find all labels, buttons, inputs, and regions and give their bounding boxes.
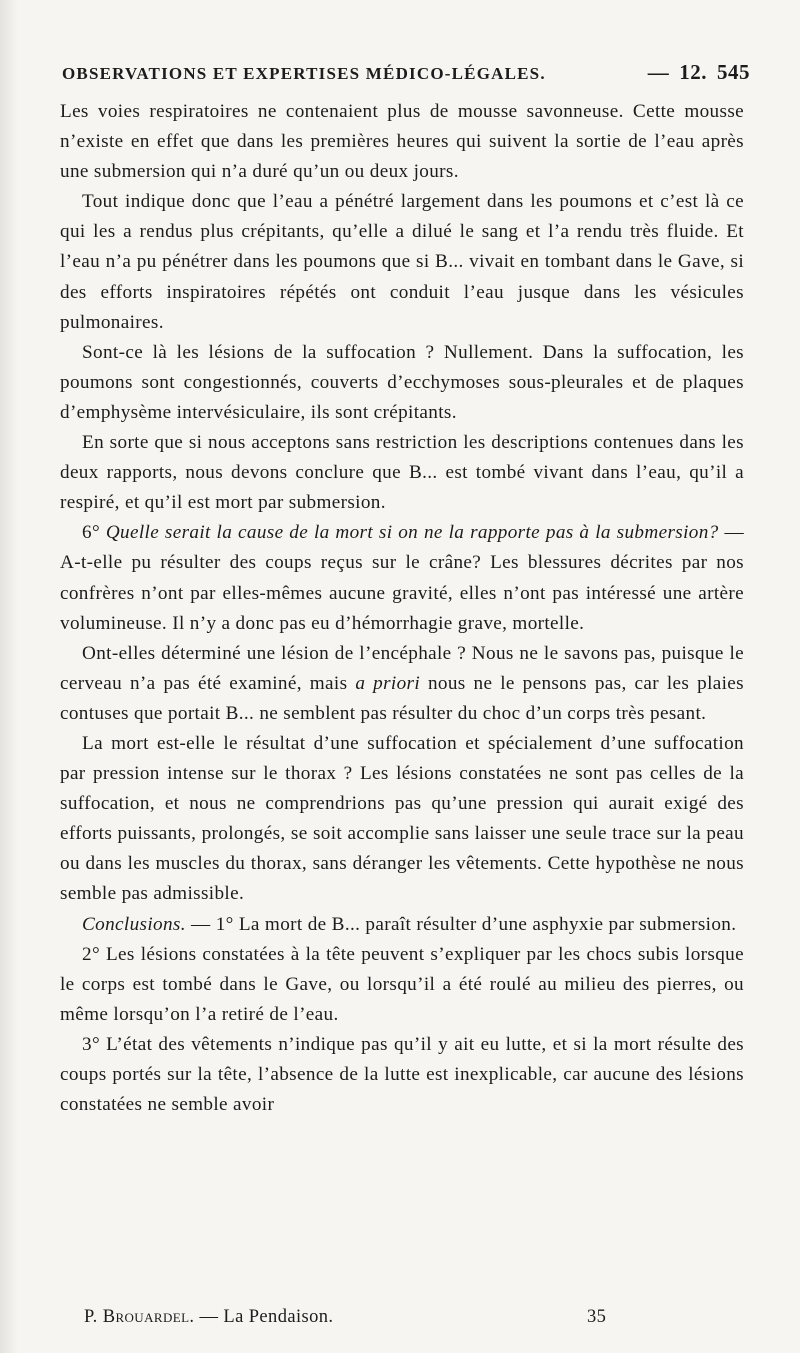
- paragraph-encephale: [60, 639, 744, 729]
- paragraph-conclusion-submersion: En sorte que si nous acceptons sans restriction les descriptions contenues dans les deux rapports, nous devons conclure que B... est tombé vivant dans l’eau, qu’il a respiré, et qu’il est mort par submersion.: [60, 432, 744, 514]
- conclusion-item-3: 3° L’état des vêtements n’indique pas qu’il y ait eu lutte, et si la mort résulte des coups portés sur la tête, l’absence de la lutte est inexplicable, car aucune des lésions constatées ne semble avoir: [60, 1033, 744, 1116]
- running-header: [62, 60, 750, 92]
- question-heading: Quelle serait la cause de la mort si on ne la rapporte pas à la submersion?: [105, 522, 719, 544]
- conclusion-item-2: 2° Les lésions constatées à la tête peuvent s’expliquer par les chocs subis lorsque le corps est tombé dans le Gave, ou lorsqu’il a été roulé au milieu des pierres, ou même lorsqu’on l’a retiré de l’eau.: [60, 943, 744, 1025]
- paragraph-eau-poumons: Tout indique donc que l’eau a pénétré largement dans les poumons et c’est là ce qui les a rendus plus crépitants, qu’elle a dilué le sang et l’a rendu très fluide. Et l’eau n’a pu pénétrer dans les poumons que si B... vivait en tombant dans le Gave, si des efforts inspiratoires répétés ont conduit l’eau jusque dans les vésicules pulmonaires.: [60, 191, 744, 333]
- running-header-title: OBSERVATIONS ET EXPERTISES MÉDICO-LÉGALES.: [62, 64, 546, 83]
- page-binding-shadow: [0, 0, 18, 1353]
- paragraph-suffocation: Sont-ce là les lésions de la suffocation ? Nullement. Dans la suffocation, les poumons sont congestionnés, couverts d’ecchymoses sous-pleurales et de plaques d’emphysème intervésiculaire, ils sont crépitants.: [60, 341, 744, 423]
- question-text: — A-t-elle pu résulter des coups reçus sur le crâne? Les blessures décrites par nos confrères n’ont par elles-mêmes aucune gravité, elles n’ont pas intéressé une artère volumineuse. Il n’y a donc pas eu d’hémorrhagie grave, mortelle.: [60, 522, 744, 634]
- footer-sheet-number: 35: [587, 1307, 607, 1327]
- paragraph-conclusions: [60, 910, 744, 940]
- paragraph-thorax: La mort est-elle le résultat d’une suffocation et spécialement d’une suffocation par pression intense sur le thorax ? Les lésions constatées ne sont pas celles de la suffocation, et nous ne comprendrions pas qu’une pression qui aurait exigé des efforts puissants, prolongés, se soit accomplie sans laisser une seule trace sur la peau ou dans les muscles du thorax, sans déranger les vêtements. Cette hypothèse ne nous semble pas admissible.: [60, 732, 744, 905]
- page-footer: [84, 1307, 744, 1337]
- conclusions-heading: Conclusions.: [82, 913, 186, 935]
- footer-work: La Pendaison.: [223, 1307, 334, 1327]
- footer-initial: P.: [84, 1307, 98, 1327]
- page-number: 545: [717, 60, 750, 84]
- question-number: 6°: [82, 522, 100, 544]
- footer-separator: . —: [189, 1307, 219, 1327]
- paragraph-question-6: [60, 518, 744, 638]
- running-header-dash: —: [647, 60, 670, 84]
- body-text: [60, 97, 744, 1120]
- footer-signature: [84, 1307, 333, 1328]
- conclusion-item-1: — 1° La mort de B... paraît résulter d’une asphyxie par submersion.: [191, 913, 737, 935]
- encephale-text-before: Ont-elles déterminé une lésion de l’encéphale ? Nous ne le savons pas, puisque le cerveau n’a pas été examiné, mais: [60, 642, 744, 694]
- running-header-right: [638, 60, 750, 85]
- encephale-text-after: nous ne le pensons pas, car les plaies contuses que portait B... ne semblent pas résulter du choc d’un corps très pesant.: [60, 672, 744, 724]
- encephale-italic: a priori: [355, 672, 421, 694]
- paragraph-mousse: Les voies respiratoires ne contenaient plus de mousse savonneuse. Cette mousse n’existe en effet que dans les premières heures qui suivent la sortie de l’eau après une submersion qui n’a duré qu’un ou deux jours.: [60, 101, 744, 183]
- section-number: 12.: [679, 60, 707, 84]
- footer-author: Brouardel: [102, 1307, 190, 1327]
